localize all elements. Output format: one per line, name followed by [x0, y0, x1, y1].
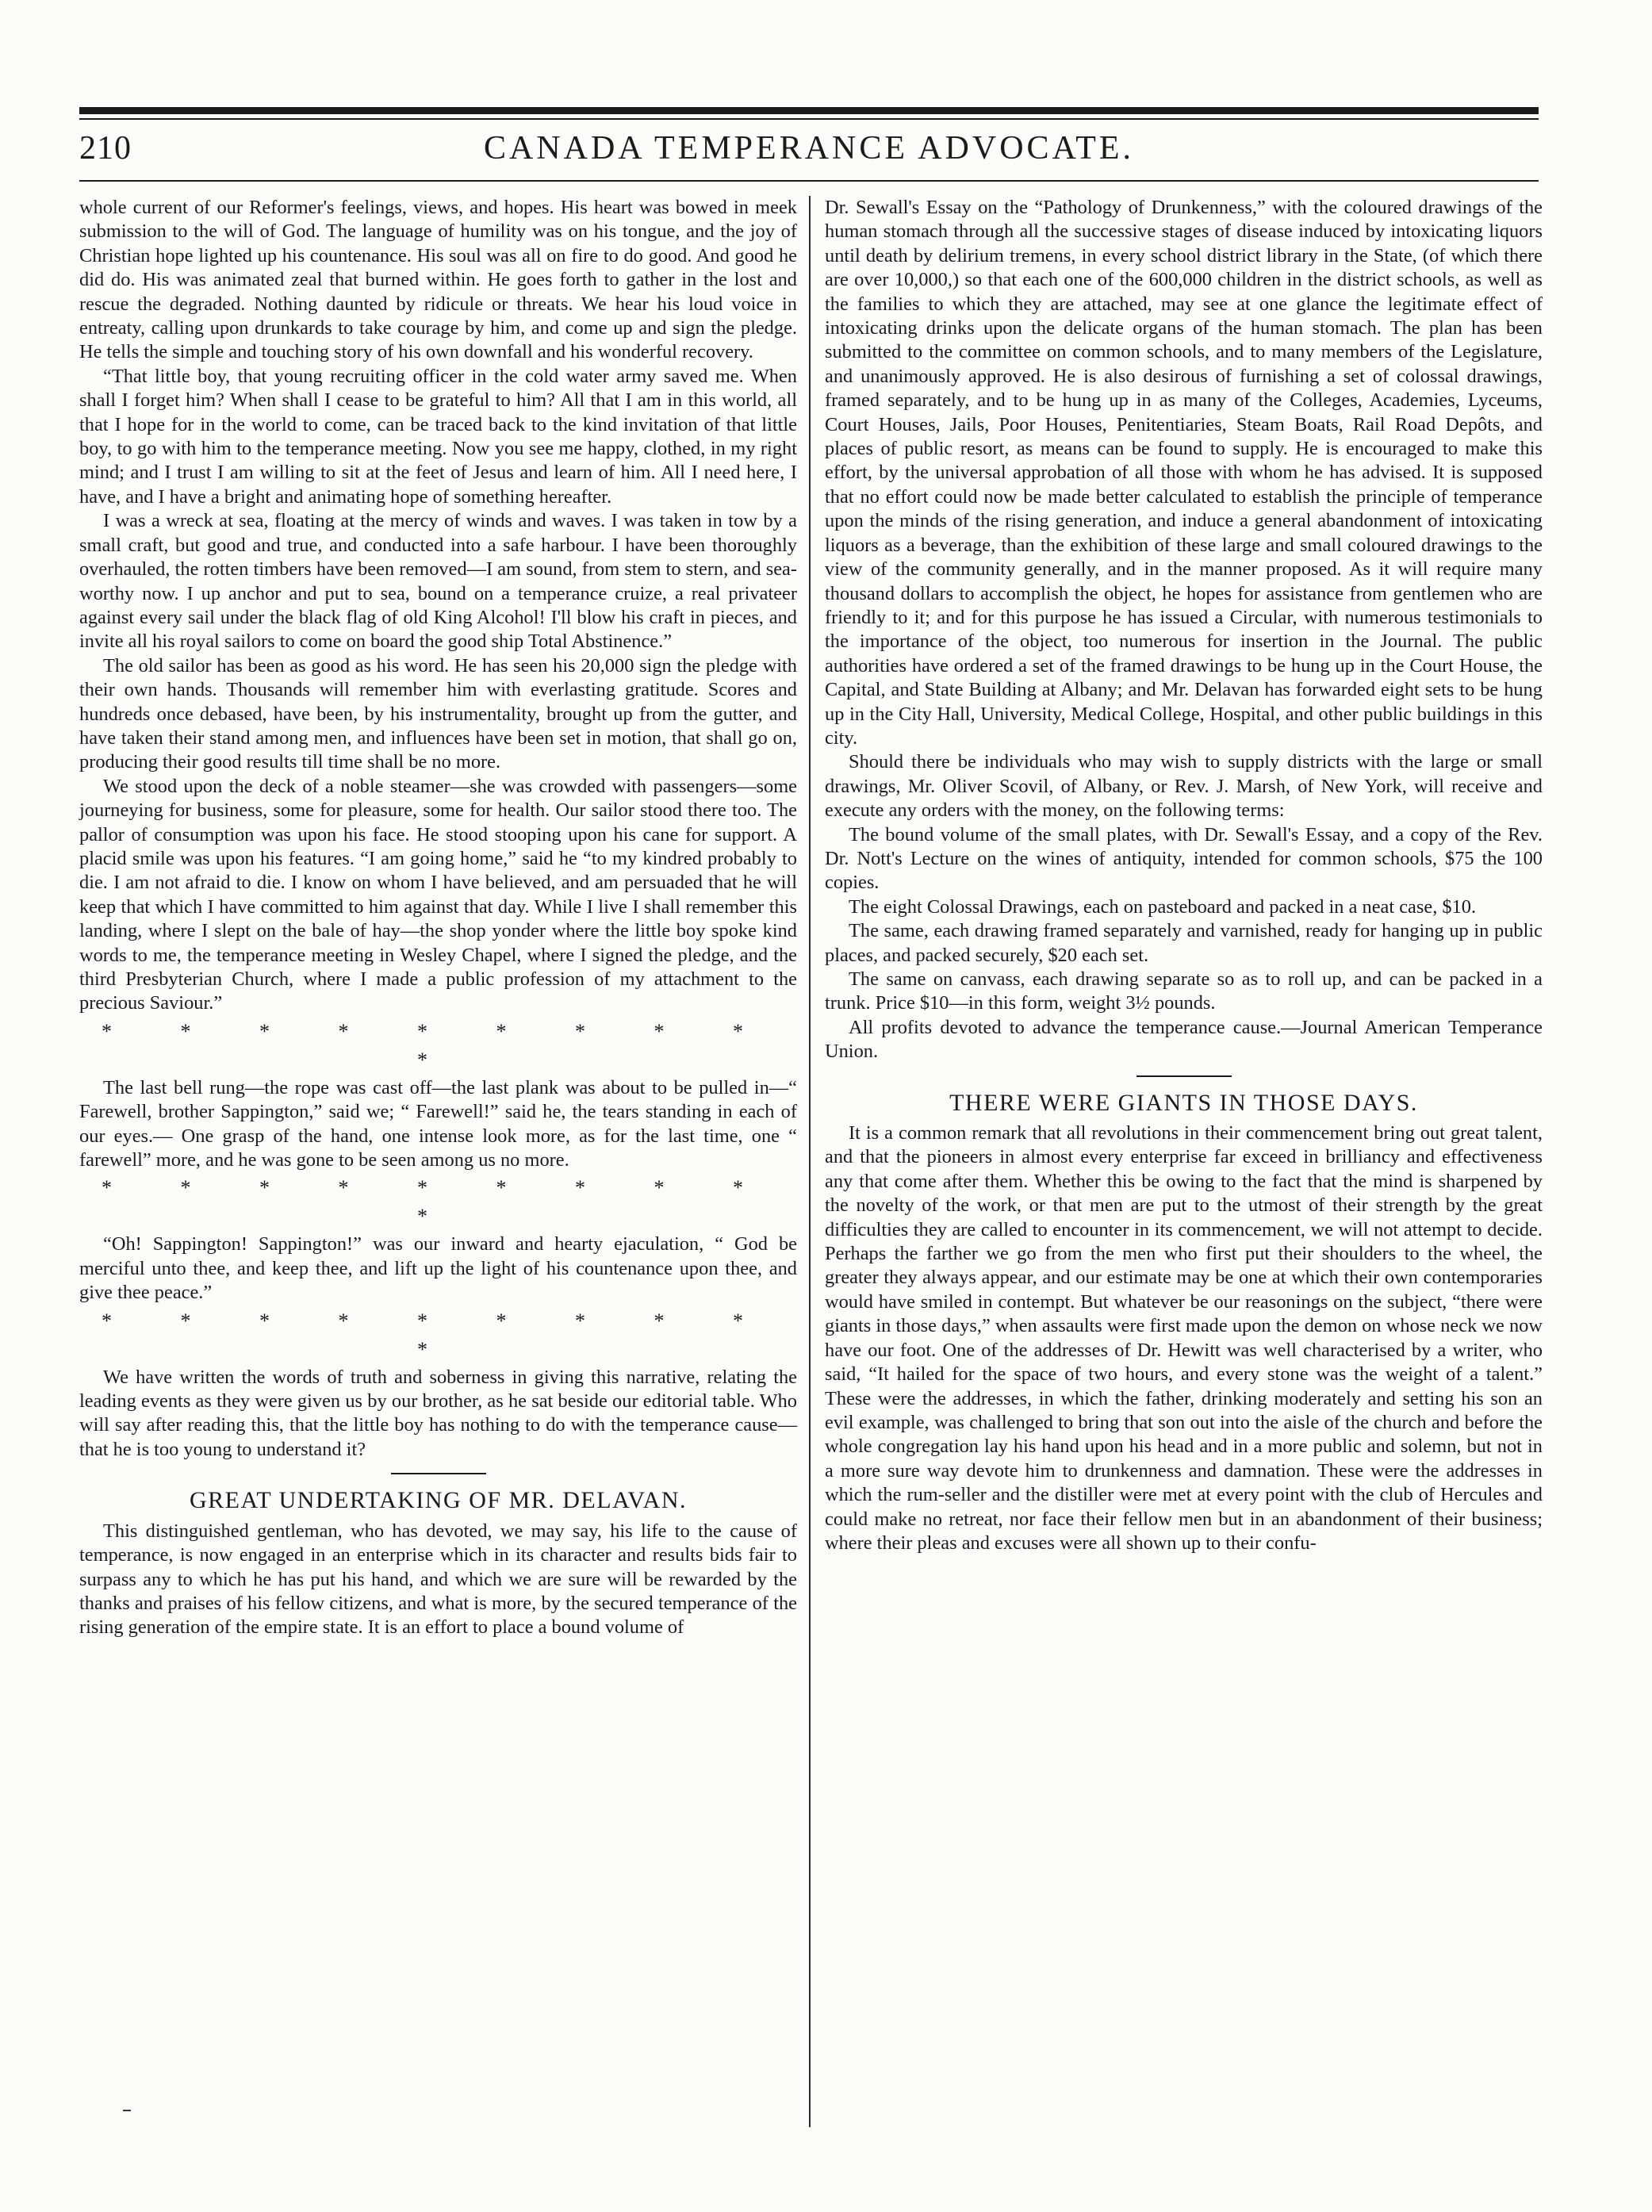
paragraph: “That little boy, that young recruiting officer in the cold water army saved me. When shall I forget him? When shall I cease to be grateful to him? All that I am in this world, all that I hope for in the world to come, can be traced back to the kind invitation of that little boy, to go with him to the temperance meeting. Now you see me happy, clothed, in my right mind; and I trust I am willing to sit at the feet of Jesus and learn of him. All I need here, I have, and I have a bright and animating hope of something hereafter.	[79, 365, 797, 508]
paragraph: This distinguished gentleman, who has devoted, we may say, his life to the cause of temperance, is now engaged in an enterprise which in its character and results bids fair to surpass any to which he has put his hand, and which we are sure will be rewarded by the thanks and praises of his fellow citizens, and what is more, by the secured temperance of the rising generation of the empire state. It is an effort to place a bound volume of	[79, 1520, 797, 1639]
page-number: 210	[79, 130, 132, 167]
paragraph: We have written the words of truth and soberness in giving this narrative, relating the leading events as they were given us by our brother, as he sat beside our editorial table. Who will say after reading this, that the little boy has nothing to do with the temperance cause—that he is too young to understand it?	[79, 1366, 797, 1460]
paragraph: “Oh! Sappington! Sappington!” was our inward and hearty ejaculation, “ God be merciful unto thee, and keep thee, and lift up the light of his countenance upon thee, and give thee peace.”	[79, 1233, 797, 1304]
masthead-title: CANADA TEMPERANCE ADVOCATE.	[483, 130, 1135, 167]
section-stars: * * * * * * * * * *	[102, 1176, 775, 1229]
paragraph: We stood upon the deck of a noble steamer—she was crowded with passengers—some journeying for business, some for pleasure, some for health. Our sailor stood there too. The pallor of consumption was upon his face. He stood stooping upon his cane for support. A placid smile was upon his features. “I am going home,” said he “to my kindred probably to die. I am not afraid to die. I know on whom I have believed, and am persuaded that he will keep that which I have committed to him against that day. While I live I shall remember this landing, where I slept on the bale of hay—the shop yonder where the little boy spoke kind words to me, the temperance meeting in Wesley Chapel, where I signed the pledge, and the third Presbyterian Church, where I made a public profession of my attachment to the precious Saviour.”	[79, 775, 797, 1014]
header-rule-thick	[79, 107, 1539, 114]
column-divider	[809, 196, 811, 2127]
left-column	[79, 196, 797, 1640]
paragraph: Should there be individuals who may wish to supply districts with the large or small drawings, Mr. Oliver Scovil, of Albany, or Rev. J. Marsh, of New York, will receive and execute any orders with the money, on the following terms:	[825, 751, 1543, 822]
paragraph: whole current of our Reformer's feelings, views, and hopes. His heart was bowed in meek submission to the will of God. The language of humility was on his tongue, and the joy of Christian hope lighted up his countenance. His soul was all on fire to do good. And good he did do. His was animated zeal that burned within. He goes forth to gather in the lost and rescue the degraded. Nothing daunted by ridicule or threats. We hear his loud voice in entreaty, calling upon drunkards to take courage by him, and come up and sign the pledge. He tells the simple and touching story of his own downfall and his wonderful recovery.	[79, 197, 797, 363]
margin-mark	[123, 2110, 131, 2111]
right-column	[825, 196, 1543, 1555]
paragraph: Dr. Sewall's Essay on the “Pathology of Drunkenness,” with the coloured drawings of the human stomach through all the successive stages of disease induced by intoxicating liquors until death by delirium tremens, in every school district library in the State, (of which there are over 10,000,) so that each one of the 600,000 children in the district schools, as well as the families to which they are attached, may see at one glance the legitimate effect of intoxicating drinks upon the delicate organs of the human stomach. The plan has been submitted to the committee on common schools, and to many members of the Legislature, and unanimously approved. He is also desirous of furnishing a set of colossal drawings, framed separately, and to be hung up in as many of the Colleges, Academies, Lyceums, Court Houses, Jails, Poor Houses, Penitentiaries, Steam Boats, Rail Road Depôts, and places of public resort, as means can be found to supply. He is encouraged to make this effort, by the universal approbation of all those with whom he has advised. It is supposed that no effort could now be made better calculated to establish the principle of temperance upon the minds of the rising generation, and induce a general abandonment of intoxicating liquors as a beverage, than the exhibition of these large and small coloured drawings to the view of the community generally, and in the manner proposed. As it will require many thousand dollars to accomplish the object, he hopes for assistance from gentlemen who are friendly to it; and for this purpose he has issued a Circular, with numerous testimonials to the importance of the object, too numerous for insertion in the Journal. The public authorities have ordered a set of the framed drawings to be hung up in the Court House, the Capital, and State Building at Albany; and Mr. Delavan has forwarded eight sets to be hung up in the City Hall, University, Medical College, Hospital, and other public buildings in this city.	[825, 197, 1543, 749]
section-divider	[1136, 1075, 1232, 1077]
section-stars: * * * * * * * * * *	[102, 1019, 775, 1071]
paragraph: The last bell rung—the rope was cast off—the last plank was about to be pulled in—“ Farewell, brother Sappington,” said we; “ Farewell!” said he, the tears standing in each of our eyes.— One grasp of the hand, one intense look more, as for the last time, one “ farewell” more, and he was gone to be seen among us no more.	[79, 1076, 797, 1171]
paragraph: All profits devoted to advance the temperance cause.—Journal American Temperance Union.	[825, 1016, 1543, 1063]
section-stars: * * * * * * * * * *	[102, 1309, 775, 1361]
paragraph: The same, each drawing framed separately and varnished, ready for hanging up in public places, and packed securely, $20 each set.	[825, 920, 1543, 966]
paragraph: It is a common remark that all revolutions in their commencement bring out great talent, and that the pioneers in almost every enterprise far exceed in brilliancy and effectiveness any that come after them. Whether this be owing to the fact that the mind is sharpened by the novelty of the work, or that men are put to the utmost of their strength by the great difficulties they are called to encounter in its commencement, we will not attempt to decide. Perhaps the farther we go from the men who first put their shoulders to the wheel, the greater they always appear, and our estimate may be one at which their own contemporaries would have smiled in contempt. But whatever be our reasonings on the subject, “there were giants in those days,” when assaults were first made upon the demon on whose neck we now have our foot. One of the addresses of Dr. Hewitt was well characterised by a writer, who said, “It hailed for the space of two hours, and every stone was the weight of a talent.” These were the addresses, in which the father, drinking moderately and setting his son an evil example, was challenged to bring that son out into the aisle of the church and before the whole congregation lay his hand upon his head and in a more public and solemn, but not in a more sure way devote him to drunkenness and damnation. These were the addresses in which the rum-seller and the distiller were met at every point with the club of Hercules and could make no retreat, nor face their fellow men but in an abandonment of their business; where their pleas and excuses were all shown up to their confu-	[825, 1122, 1543, 1554]
article-heading: THERE WERE GIANTS IN THOSE DAYS.	[949, 1089, 1418, 1116]
header-rule-thin	[79, 118, 1539, 120]
paragraph: The bound volume of the small plates, with Dr. Sewall's Essay, and a copy of the Rev. Dr. Nott's Lecture on the wines of antiquity, intended for common schools, $75 the 100 copies.	[825, 823, 1543, 894]
article-heading: GREAT UNDERTAKING OF MR. DELAVAN.	[190, 1487, 687, 1514]
paragraph: The old sailor has been as good as his word. He has seen his 20,000 sign the pledge with their own hands. Thousands will remember him with everlasting gratitude. Scores and hundreds once debased, have been, by his instrumentality, brought up from the gutter, and have taken their stand among men, and influences have been set in motion, that shall go on, producing their good results till time shall be no more.	[79, 654, 797, 773]
header-underline	[79, 180, 1539, 182]
newspaper-page	[79, 107, 1574, 2169]
paragraph: The eight Colossal Drawings, each on pasteboard and packed in a neat case, $10.	[849, 895, 1477, 918]
paragraph: I was a wreck at sea, floating at the mercy of winds and waves. I was taken in tow by a small craft, but good and true, and conducted into a safe harbour. I have been thoroughly overhauled, the rotten timbers have been removed—I am sound, from stem to stern, and sea-worthy now. I up anchor and put to sea, bound on a temperance cruize, a real privateer against every sail under the black flag of old King Alcohol! I'll blow his craft in pieces, and invite all his royal sailors to come on board the good ship Total Abstinence.”	[79, 510, 797, 653]
section-divider	[391, 1473, 486, 1474]
paragraph: The same on canvass, each drawing separate so as to roll up, and can be packed in a trunk. Price $10—in this form, weight 3½ pounds.	[825, 968, 1543, 1014]
page-header	[79, 129, 1539, 177]
